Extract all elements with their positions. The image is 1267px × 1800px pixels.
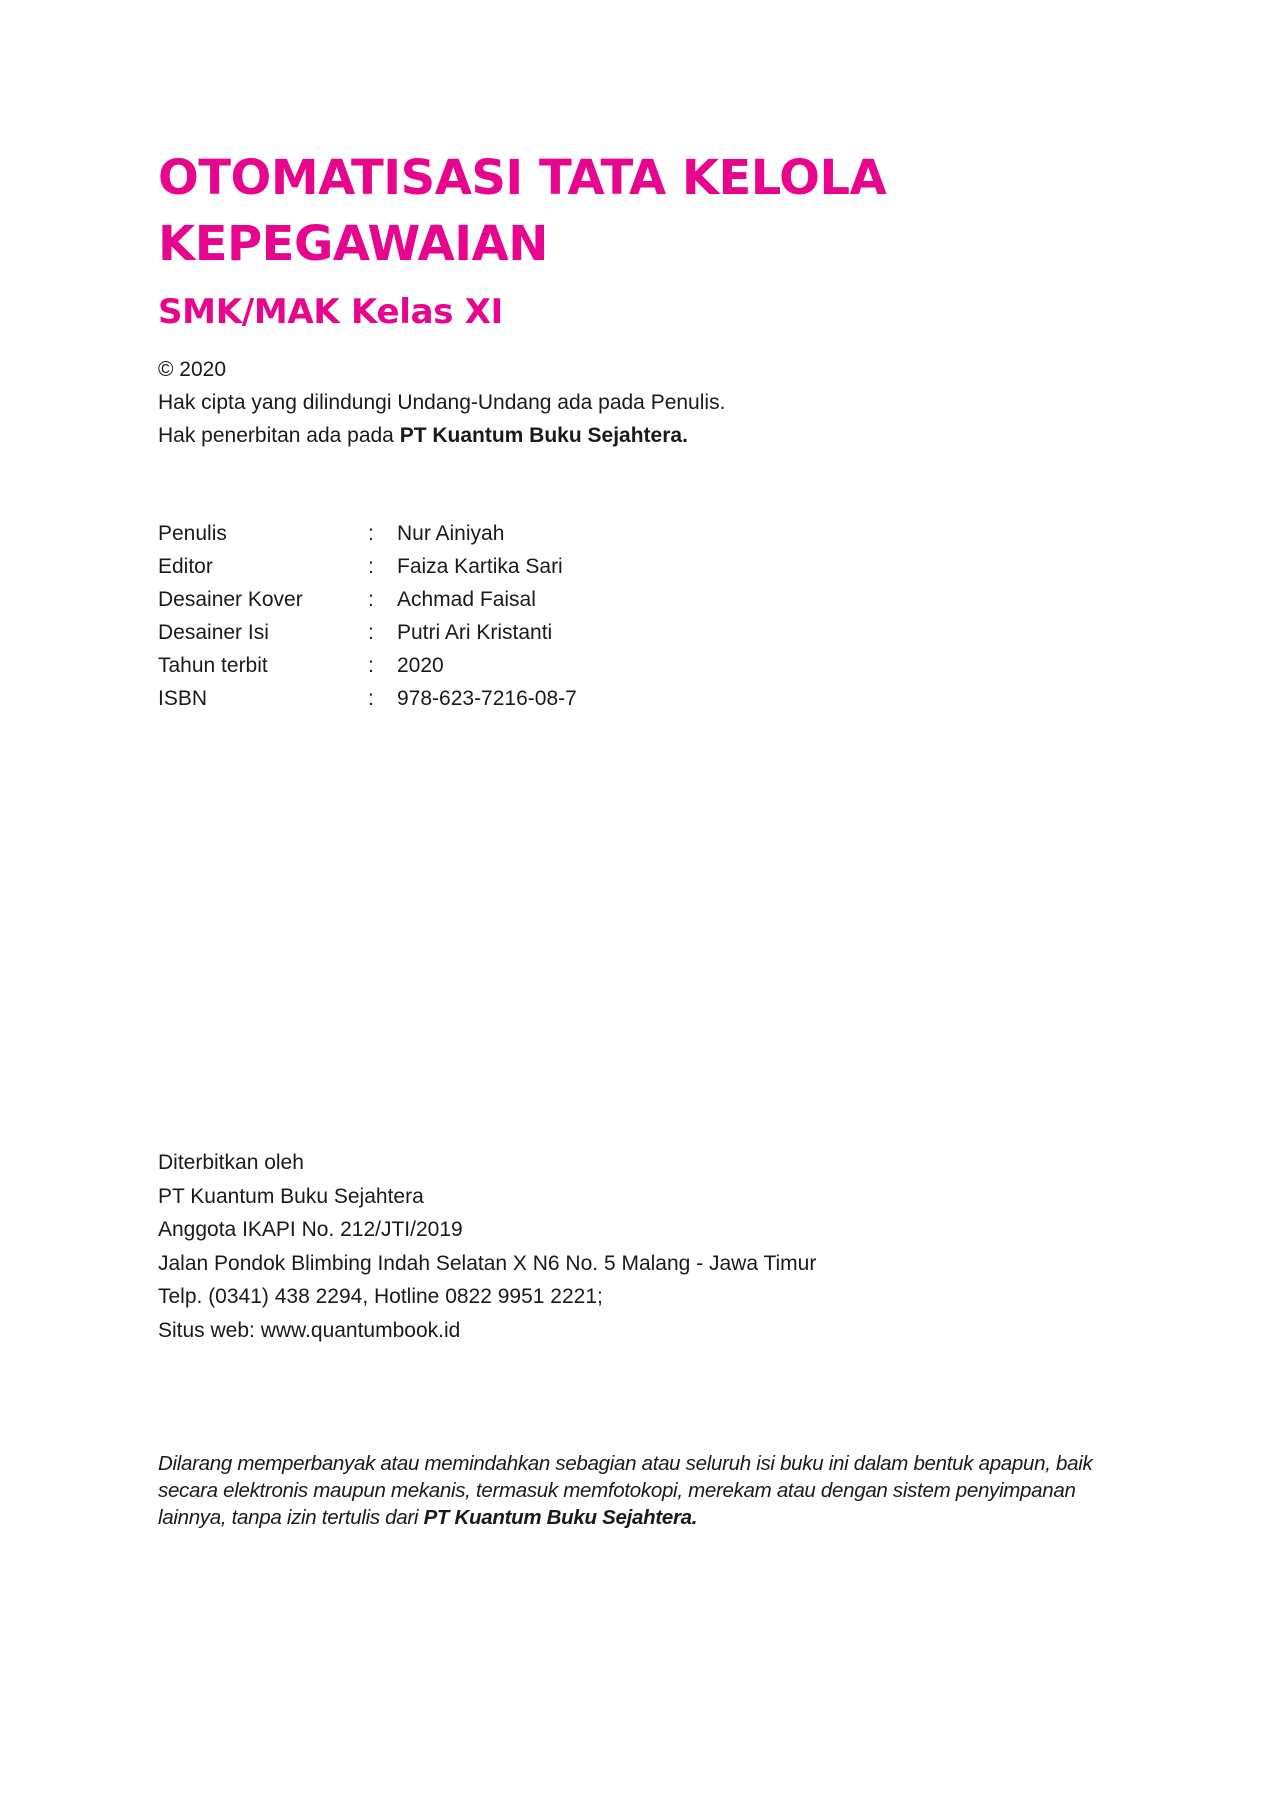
credit-row [158, 583, 577, 616]
credit-label: Desainer Isi [158, 621, 269, 644]
credit-row [158, 649, 577, 682]
credit-value: Nur Ainiyah [397, 522, 505, 545]
notice-holder: PT Kuantum Buku Sejahtera. [423, 1506, 698, 1529]
reproduction-notice [158, 1450, 1118, 1531]
credit-value: Achmad Faisal [397, 588, 536, 611]
credit-value: Faiza Kartika Sari [397, 555, 563, 578]
credit-value: 978-623-7216-08-7 [397, 687, 577, 710]
publisher-name: PT Kuantum Buku Sejahtera [158, 1184, 424, 1208]
book-subtitle: SMK/MAK Kelas XI [158, 292, 503, 332]
credits-table [158, 517, 577, 715]
credit-colon: : [368, 555, 374, 578]
copyright-year: © 2020 [158, 358, 227, 381]
copyright-block [158, 353, 725, 452]
credit-label: Tahun terbit [158, 654, 268, 677]
credit-row [158, 517, 577, 550]
notice-line-1: Dilarang memperbanyak atau memindahkan sebagian atau seluruh isi buku ini dalam bentuk apapun, baik [158, 1452, 1093, 1475]
book-title [158, 145, 1058, 277]
credit-label: Penulis [158, 522, 227, 545]
publisher-membership: Anggota IKAPI No. 212/JTI/2019 [158, 1218, 463, 1241]
credit-colon: : [368, 588, 374, 611]
notice-line-3 [158, 1504, 1118, 1531]
credit-row [158, 682, 577, 715]
credit-colon: : [368, 522, 374, 545]
credit-value: Putri Ari Kristanti [397, 621, 553, 644]
publisher-address: Jalan Pondok Blimbing Indah Selatan X N6 No. 5 Malang - Jawa Timur [158, 1251, 817, 1275]
publishing-rights-holder: PT Kuantum Buku Sejahtera. [399, 424, 688, 447]
credit-row [158, 616, 577, 649]
credit-colon: : [368, 621, 374, 644]
publishing-rights-prefix: Hak penerbitan ada pada [158, 424, 400, 447]
notice-line-2: secara elektronis maupun mekanis, termasuk memfotokopi, merekam atau dengan sistem penyimpanan [158, 1479, 1076, 1502]
credit-label: Editor [158, 555, 213, 578]
publisher-block [158, 1146, 816, 1347]
book-title-line-1: OTOMATISASI TATA KELOLA [158, 150, 887, 206]
publishing-rights [158, 419, 725, 452]
credit-label: Desainer Kover [158, 588, 303, 611]
credit-colon: : [368, 654, 374, 677]
publisher-phone: Telp. (0341) 438 2294, Hotline 0822 9951 2221; [158, 1285, 603, 1308]
credit-colon: : [368, 687, 374, 710]
book-title-line-2: KEPEGAWAIAN [158, 216, 548, 272]
published-by-label: Diterbitkan oleh [158, 1151, 304, 1174]
publisher-website: Situs web: www.quantumbook.id [158, 1318, 461, 1342]
credit-row [158, 550, 577, 583]
credit-label: ISBN [158, 687, 208, 710]
copyright-rights: Hak cipta yang dilindungi Undang-Undang ada pada Penulis. [158, 391, 726, 414]
credit-value: 2020 [397, 654, 444, 677]
notice-line-3-prefix: lainnya, tanpa izin tertulis dari [158, 1506, 424, 1529]
